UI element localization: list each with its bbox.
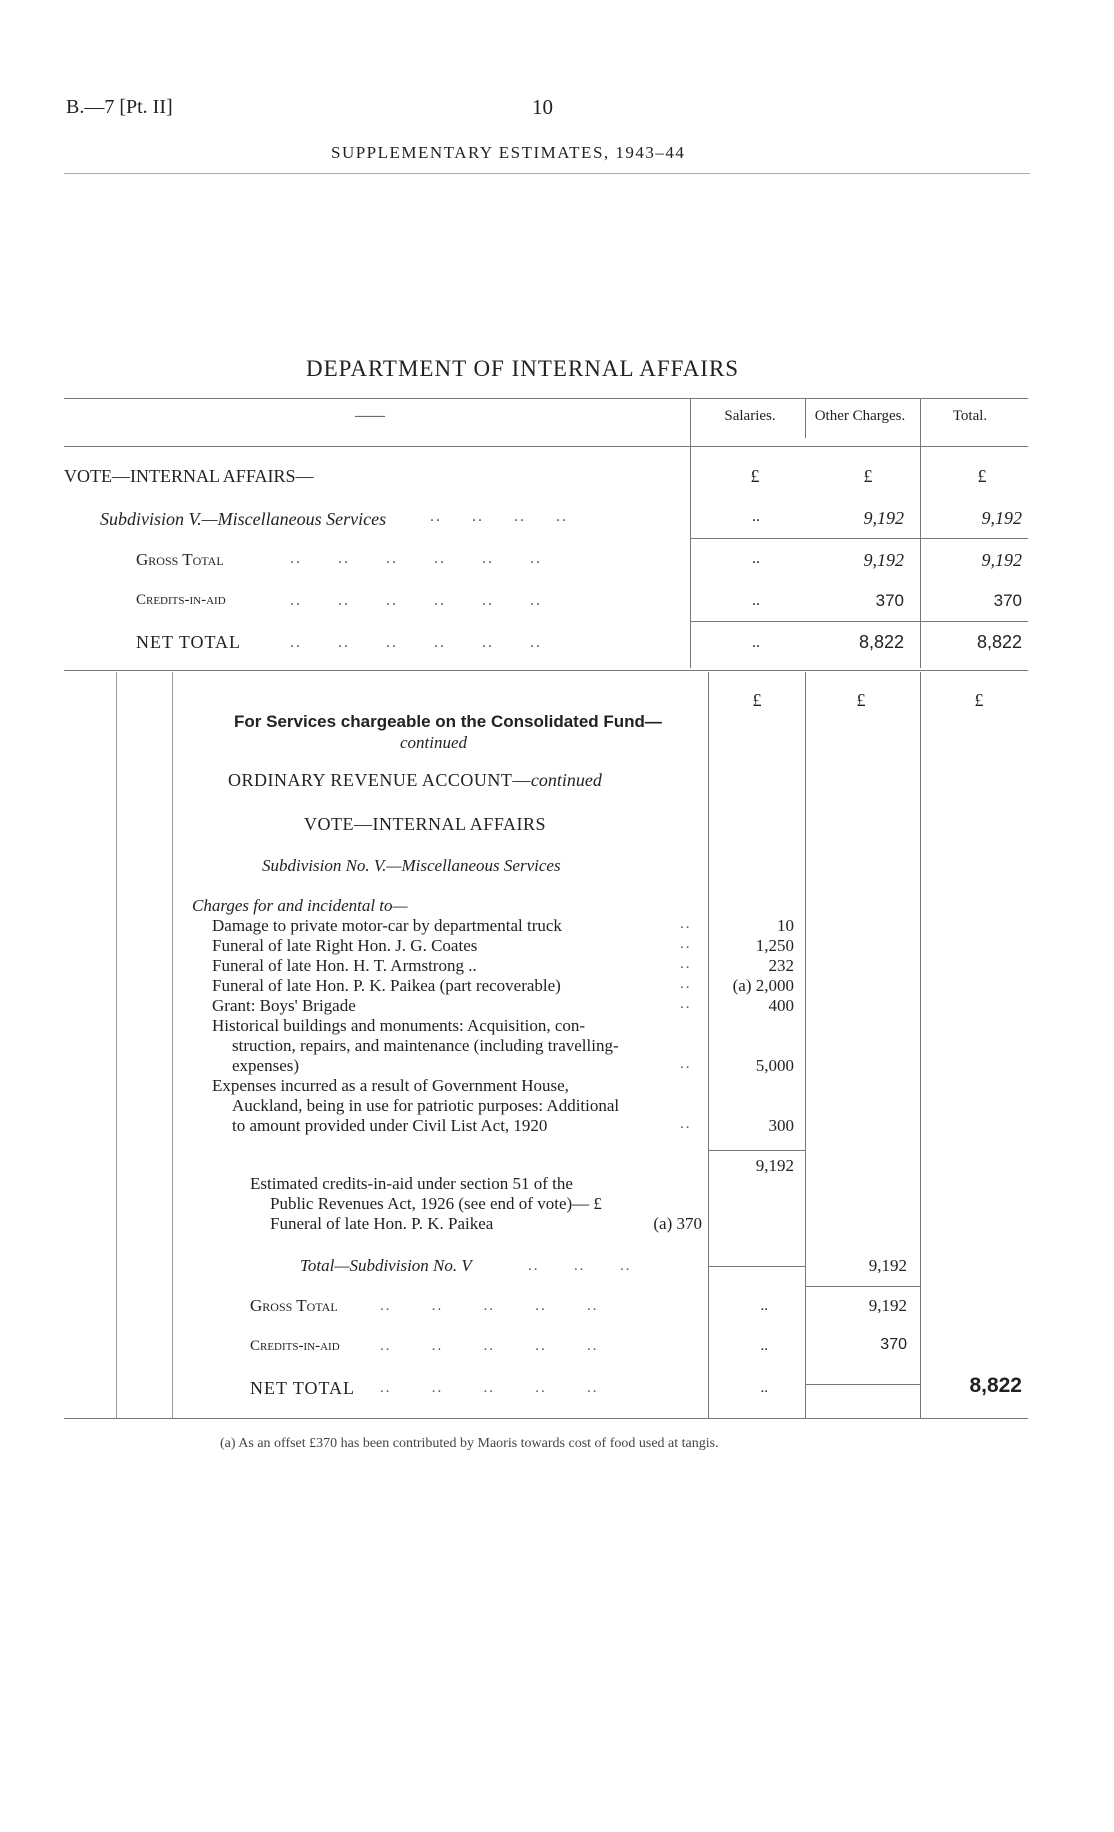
item-amount: 1,250 xyxy=(755,936,794,955)
detail-col-divider xyxy=(920,672,921,1418)
col-header-other-charges: Other Charges. xyxy=(814,408,906,424)
summary-col-divider xyxy=(920,398,921,668)
item-description-line: to amount provided under Civil List Act, 1920 xyxy=(232,1116,548,1135)
summary-row-other: 9,192 xyxy=(863,508,904,528)
summary-row-total: 9,192 xyxy=(981,550,1022,570)
summary-row-salaries: .. xyxy=(752,550,760,567)
credits-in-aid-salaries: .. xyxy=(760,1338,768,1354)
subtotal-rule xyxy=(708,1266,805,1267)
summary-col-divider xyxy=(805,398,806,438)
fund-heading-continued: continued xyxy=(400,733,468,752)
leader-dots: .. xyxy=(680,1116,692,1132)
credits-note-amount: (a) 370 xyxy=(653,1214,702,1233)
summary-row-salaries: .. xyxy=(752,592,760,609)
net-total-rule xyxy=(805,1384,920,1385)
fund-heading: For Services chargeable on the Consolidated Fund— xyxy=(234,712,662,731)
leader-dots: .. .. .. .. .. .. xyxy=(290,550,542,567)
item-amount: 232 xyxy=(768,956,794,975)
subtotal-label: Total—Subdivision No. V xyxy=(300,1256,472,1275)
item-description-line: Damage to private motor-car by departmental truck xyxy=(212,916,562,935)
summary-vote-label: VOTE—INTERNAL AFFAIRS— xyxy=(64,466,314,486)
summary-currency-other: £ xyxy=(863,466,873,486)
col-header-salaries: Salaries. xyxy=(724,408,776,424)
account-heading xyxy=(228,770,602,791)
item-amount: 5,000 xyxy=(755,1056,794,1075)
items-total: 9,192 xyxy=(755,1156,794,1175)
page-number: 10 xyxy=(532,95,553,119)
leader-dots: .. xyxy=(680,1056,692,1072)
footnote: (a) As an offset £370 has been contributed by Maoris towards cost of food used at tangis. xyxy=(220,1436,719,1451)
summary-header-rule xyxy=(64,446,1028,447)
summary-row-other: 9,192 xyxy=(863,550,904,570)
detail-currency-2: £ xyxy=(856,690,866,710)
summary-bottom-rule xyxy=(64,670,1028,671)
detail-currency-3: £ xyxy=(974,690,984,710)
summary-currency-salaries: £ xyxy=(750,466,760,486)
item-description-line: Auckland, being in use for patriotic purposes: Additional xyxy=(232,1096,620,1115)
leader-dots: .. .. .. .. .. .. xyxy=(290,634,542,651)
credits-note-line: Funeral of late Hon. P. K. Paikea xyxy=(270,1214,494,1233)
account-heading-text: ORDINARY REVENUE ACCOUNT— xyxy=(228,770,531,790)
item-description-line: expenses) xyxy=(232,1056,300,1075)
summary-row-other: 8,822 xyxy=(858,632,904,652)
summary-row-total: 370 xyxy=(993,591,1022,610)
summary-row-salaries: .. xyxy=(752,508,760,525)
leader-dots: .. .. .. xyxy=(528,1258,632,1274)
account-heading-continued: continued xyxy=(530,770,602,790)
leader-dots: .. xyxy=(680,916,692,932)
leader-dots: .. .. .. .. .. .. xyxy=(290,592,542,609)
summary-col-divider xyxy=(690,398,691,668)
gross-total-salaries: .. xyxy=(760,1298,768,1314)
leader-dots: .. .. .. .. .. xyxy=(380,1338,599,1354)
col-header-total: Total. xyxy=(952,408,988,424)
net-total-salaries: .. xyxy=(760,1380,768,1396)
gross-total-value: 9,192 xyxy=(868,1296,907,1315)
vote-heading: VOTE—INTERNAL AFFAIRS xyxy=(304,814,547,834)
leader-dots: .. xyxy=(680,976,692,992)
detail-bottom-rule xyxy=(64,1418,1028,1419)
leader-dots: .. .. .. .. .. xyxy=(380,1298,599,1314)
charges-intro: Charges for and incidental to— xyxy=(192,896,408,915)
item-description-line: Grant: Boys' Brigade xyxy=(212,996,356,1015)
summary-blank-heading: —— xyxy=(355,408,385,424)
credits-in-aid-value: 370 xyxy=(880,1336,907,1353)
leader-dots: .. xyxy=(680,936,692,952)
item-amount: 10 xyxy=(777,916,794,935)
summary-row-total: 8,822 xyxy=(976,632,1022,652)
detail-left-border xyxy=(116,672,117,1418)
summary-row-label: Credits-in-aid xyxy=(136,592,226,608)
subdivision-heading: Subdivision No. V.—Miscellaneous Services xyxy=(262,856,561,875)
credits-note-line: Public Revenues Act, 1926 (see end of vote)— £ xyxy=(270,1194,602,1213)
leader-dots: .. xyxy=(680,956,692,972)
leader-dots: .. .. .. .. xyxy=(430,508,568,525)
summary-rule xyxy=(690,538,1028,539)
net-total-label: NET TOTAL xyxy=(250,1378,356,1398)
items-total-rule xyxy=(708,1150,805,1151)
item-amount: 400 xyxy=(768,996,794,1015)
net-total-value: 8,822 xyxy=(969,1374,1022,1397)
summary-row-label: Gross Total xyxy=(136,550,224,569)
summary-rule xyxy=(690,621,1028,622)
summary-row-other: 370 xyxy=(875,591,904,610)
item-description-line: Funeral of late Hon. H. T. Armstrong .. xyxy=(212,956,477,975)
summary-row-total: 9,192 xyxy=(981,508,1022,528)
credits-in-aid-label: Credits-in-aid xyxy=(250,1338,340,1354)
page-subtitle: SUPPLEMENTARY ESTIMATES, 1943–44 xyxy=(331,143,686,162)
document-reference: B.—7 [Pt. II] xyxy=(66,96,173,118)
leader-dots: .. .. .. .. .. xyxy=(380,1380,599,1396)
summary-row-label: Subdivision V.—Miscellaneous Services xyxy=(100,509,387,529)
detail-currency-1: £ xyxy=(752,690,762,710)
subtotal-rule xyxy=(805,1286,920,1287)
leader-dots: .. xyxy=(680,996,692,1012)
summary-top-rule xyxy=(64,398,1028,399)
header-rule xyxy=(64,173,1030,174)
detail-left-border xyxy=(172,672,173,1418)
summary-currency-total: £ xyxy=(977,466,987,486)
item-description-line: Historical buildings and monuments: Acquisition, con- xyxy=(212,1016,586,1035)
summary-row-salaries: .. xyxy=(752,634,760,651)
summary-row-label: NET TOTAL xyxy=(136,632,242,652)
item-amount: 300 xyxy=(768,1116,794,1135)
item-description-line: Funeral of late Hon. P. K. Paikea (part recoverable) xyxy=(212,976,561,995)
item-description-line: Funeral of late Right Hon. J. G. Coates xyxy=(212,936,478,955)
gross-total-label: Gross Total xyxy=(250,1296,338,1315)
credits-note-line: Estimated credits-in-aid under section 51 of the xyxy=(250,1174,573,1193)
item-amount: (a) 2,000 xyxy=(732,976,794,995)
item-description-line: struction, repairs, and maintenance (including travelling- xyxy=(232,1036,619,1055)
item-description-line: Expenses incurred as a result of Government House, xyxy=(212,1076,569,1095)
department-title: DEPARTMENT OF INTERNAL AFFAIRS xyxy=(306,356,740,381)
subtotal-value: 9,192 xyxy=(868,1256,907,1275)
